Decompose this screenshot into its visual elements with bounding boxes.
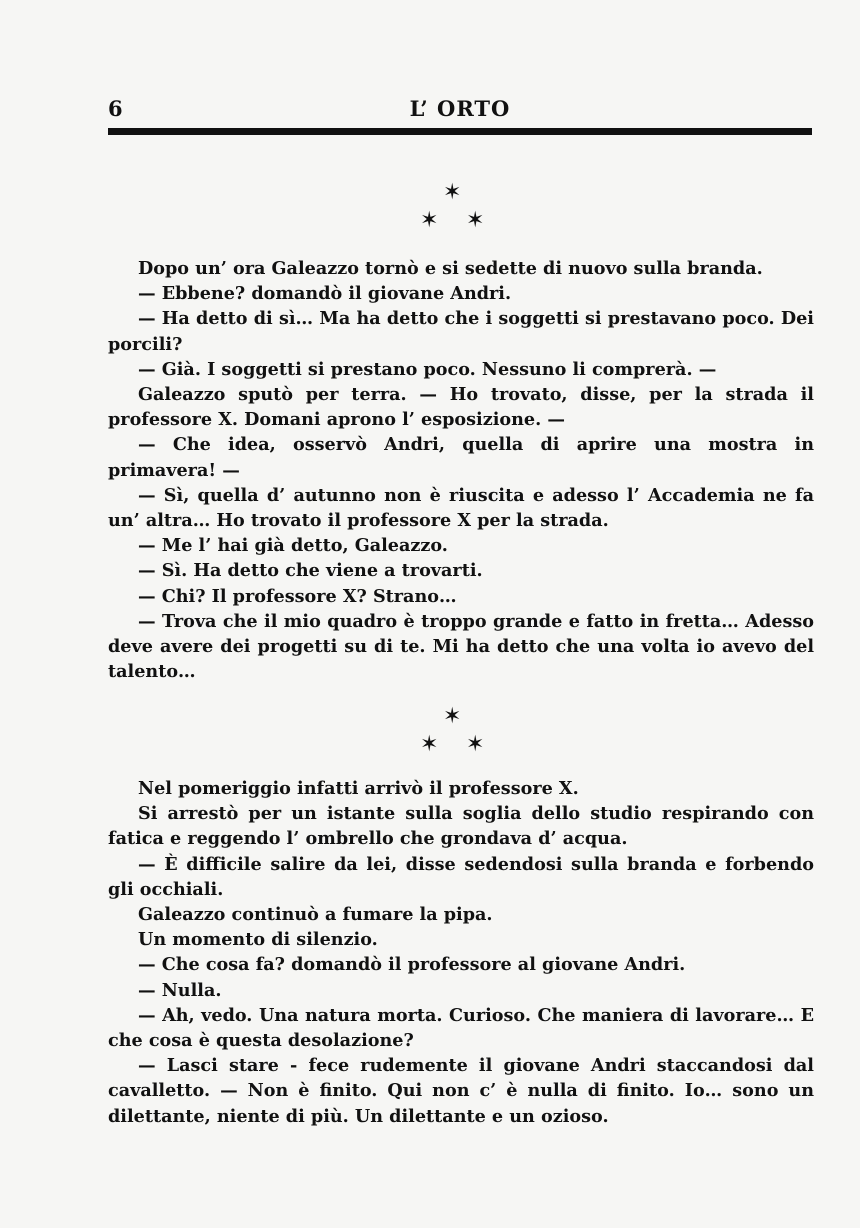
section-break-asterism <box>400 706 510 762</box>
paragraph: Galeazzo continuò a fumare la pipa. <box>138 904 493 926</box>
paragraph: — È difficile salire da lei, disse sedendosi sulla branda e forbendo gli occhiali. <box>108 853 814 900</box>
star-icon: ✶ <box>420 208 439 233</box>
paragraph: Dopo un’ ora Galeazzo tornò e si sedette di nuovo sulla branda. <box>138 258 763 279</box>
paragraph: Galeazzo sputò per terra. — Ho trovato, disse, per la strada il professore X. Domani aprono l’ esposizione. — <box>108 384 814 431</box>
paragraph: Nel pomeriggio infatti arrivò il professore X. <box>138 778 579 799</box>
header-rule <box>108 128 812 135</box>
paragraph: — Lasci stare - fece rudemente il giovane Andri staccandosi dal cavalletto. — Non è finito. Qui non c’ è nulla di finito. Io… sono un dilettante, niente di più. Un dilettante e un ozioso. <box>108 1055 814 1127</box>
star-icon: ✶ <box>466 208 485 233</box>
paragraph: — Già. I soggetti si prestano poco. Nessuno li comprerà. — <box>138 358 717 380</box>
paragraph: — Sì. Ha detto che viene a trovarti. <box>138 560 483 582</box>
star-icon: ✶ <box>443 180 462 205</box>
paragraph: Si arrestò per un istante sulla soglia dello studio respirando con fatica e reggendo l’ ombrello che grondava d’ acqua. <box>108 803 814 850</box>
paragraph: — Chi? Il professore X? Strano… <box>138 585 457 607</box>
paragraph: — Che cosa fa? domandò il professore al giovane Andri. <box>138 954 686 976</box>
running-title: L’ ORTO <box>409 96 511 121</box>
paragraph: — Che idea, osservò Andri, quella di aprire una mostra in primavera! — <box>108 434 814 481</box>
paragraph: — Ebbene? domandò il giovane Andri. <box>138 283 512 305</box>
text-section-2 <box>108 776 814 1129</box>
paragraph: — Sì, quella d’ autunno non è riuscita e adesso l’ Accademia ne fa un’ altra… Ho trovato il professore X per la strada. <box>108 484 814 532</box>
paragraph: — Ah, vedo. Una natura morta. Curioso. Che maniera di lavorare… E che cosa è questa desolazione? <box>108 1004 814 1052</box>
page-header <box>108 96 812 126</box>
paragraph: — Ha detto di sì… Ma ha detto che i soggetti si prestavano poco. Dei porcili? <box>108 308 814 355</box>
text-section-1 <box>108 256 814 684</box>
paragraph: — Trova che il mio quadro è troppo grande e fatto in fretta… Adesso deve avere dei progetti su di te. Mi ha detto che una volta io avevo del talento… <box>108 610 814 683</box>
star-icon: ✶ <box>443 704 462 729</box>
star-icon: ✶ <box>420 732 439 757</box>
page-number: 6 <box>108 96 123 121</box>
paragraph: Un momento di silenzio. <box>138 929 378 951</box>
paragraph: — Nulla. <box>138 979 222 1001</box>
section-break-asterism <box>400 182 510 238</box>
paragraph: — Me l’ hai già detto, Galeazzo. <box>138 535 448 557</box>
star-icon: ✶ <box>466 732 485 757</box>
